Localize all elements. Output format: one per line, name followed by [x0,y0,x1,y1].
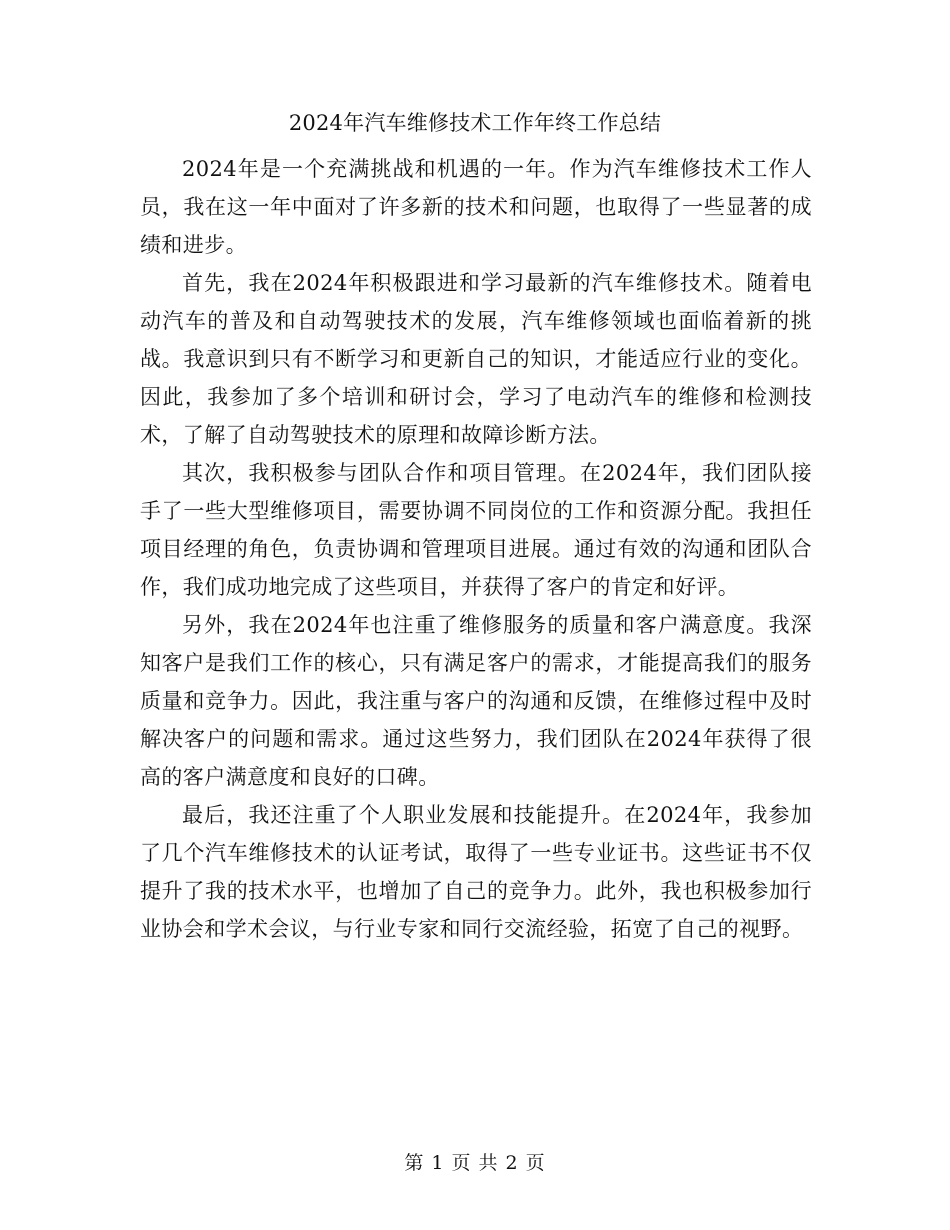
paragraph-intro: 2024年是一个充满挑战和机遇的一年。作为汽车维修技术工作人员，我在这一年中面对了许多新的技术和问题，也取得了一些显著的成绩和进步。 [140,157,812,257]
paragraph-second: 其次，我积极参与团队合作和项目管理。在2024年，我们团队接手了一些大型维修项目，需要协调不同岗位的工作和资源分配。我担任项目经理的角色，负责协调和管理项目进展。通过有效的沟通和团队合作，我们成功地完成了这些项目，并获得了客户的肯定和好评。 [140,461,812,599]
paragraph-last: 最后，我还注重了个人职业发展和技能提升。在2024年，我参加了几个汽车维修技术的认证考试，取得了一些专业证书。这些证书不仅提升了我的技术水平，也增加了自己的竞争力。此外，我也积极参加行业协会和学术会议，与行业专家和同行交流经验，拓宽了自己的视野。 [140,803,812,941]
document-title: 2024年汽车维修技术工作年终工作总结 [288,111,662,135]
document-body [140,150,812,948]
page-number-footer: 第 1 页 共 2 页 [404,1152,546,1174]
paragraph-first: 首先，我在2024年积极跟进和学习最新的汽车维修技术。随着电动汽车的普及和自动驾驶技术的发展，汽车维修领域也面临着新的挑战。我意识到只有不断学习和更新自己的知识，才能适应行业的变化。因此，我参加了多个培训和研讨会，学习了电动汽车的维修和检测技术，了解了自动驾驶技术的原理和故障诊断方法。 [140,271,812,447]
paragraph-third: 另外，我在2024年也注重了维修服务的质量和客户满意度。我深知客户是我们工作的核心，只有满足客户的需求，才能提高我们的服务质量和竞争力。因此，我注重与客户的沟通和反馈，在维修过程中及时解决客户的问题和需求。通过这些努力，我们团队在2024年获得了很高的客户满意度和良好的口碑。 [140,613,812,789]
